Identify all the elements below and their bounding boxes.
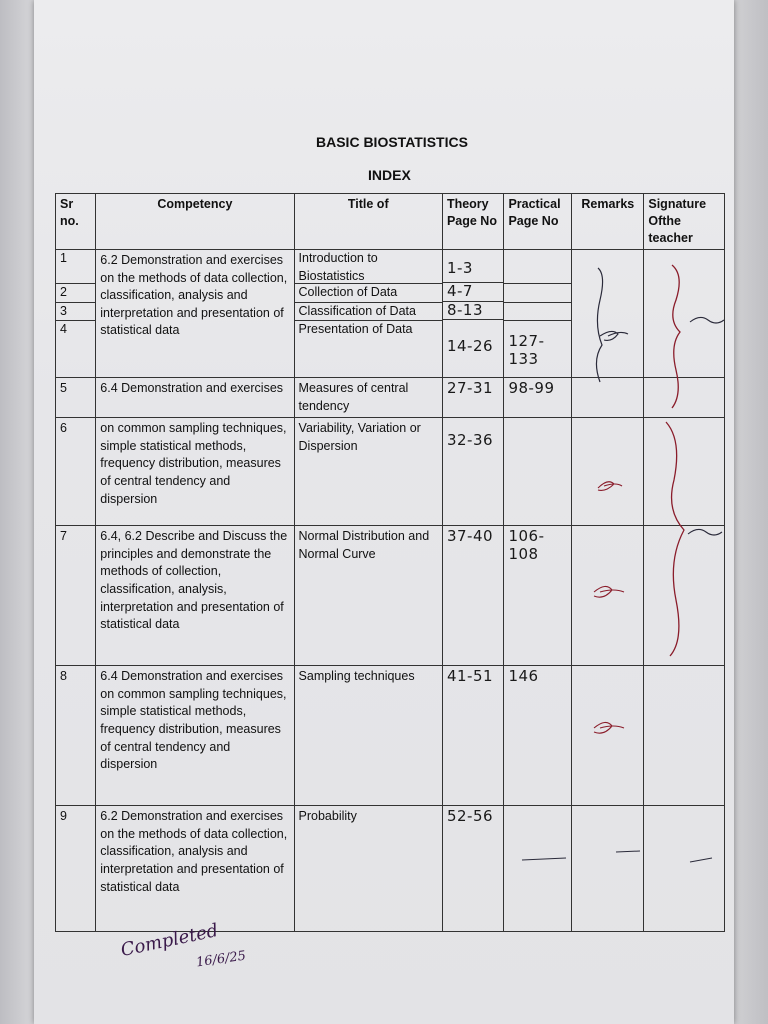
- remarks-cell: [572, 666, 644, 806]
- title-cell: Variability, Variation or Dispersion: [294, 418, 442, 526]
- signature-cell: [644, 666, 725, 806]
- header-remarks: Remarks: [572, 194, 644, 250]
- remarks-cell: [572, 806, 644, 932]
- sr-4: 4: [60, 322, 67, 337]
- header-competency: Competency: [96, 194, 294, 250]
- table-row: [56, 526, 725, 666]
- theory-3: 8-13: [443, 302, 503, 321]
- table-row-group-1-4: [56, 250, 725, 378]
- title-4: Presentation of Data: [298, 322, 413, 337]
- competency-cell: 6.4 Demonstration and exercises: [96, 378, 294, 418]
- sr-cell: 8: [56, 666, 96, 806]
- sr-cell: 9: [56, 806, 96, 932]
- title-cell: Probability: [294, 806, 442, 932]
- title-cell: Sampling techniques: [294, 666, 442, 806]
- title-1: Introduction to Biostatistics: [295, 250, 442, 284]
- practical-cell: 98-99: [504, 378, 572, 418]
- practical-3: [504, 303, 571, 322]
- header-sr: Sr no.: [56, 194, 96, 250]
- remarks-cell: [572, 250, 644, 378]
- document-subtitle: INDEX: [368, 167, 411, 183]
- completed-annotation: Completed: [118, 919, 221, 962]
- competency-cell: 6.2 Demonstration and exercises on the methods of data collection, classification, analysis and interpretation and presentation of statistical data: [96, 250, 294, 378]
- theory-cell: 32-36: [442, 418, 503, 526]
- header-title: Title of: [294, 194, 442, 250]
- remarks-cell: [572, 378, 644, 418]
- title-cell: Measures of central tendency: [294, 378, 442, 418]
- table-row: [56, 418, 725, 526]
- theory-4: 14-26: [446, 337, 494, 356]
- practical-cell: [504, 418, 572, 526]
- practical-4: 127-133: [508, 332, 545, 368]
- remarks-cell: [572, 526, 644, 666]
- competency-cell: on common sampling techniques, simple statistical methods, frequency distribution, measures of central tendency and dispersion: [96, 418, 294, 526]
- background-right: [734, 0, 768, 1024]
- title-cell: Normal Distribution and Normal Curve: [294, 526, 442, 666]
- remarks-cell: [572, 418, 644, 526]
- theory-cell: 37-40: [442, 526, 503, 666]
- table-row: [56, 378, 725, 418]
- header-practical: Practical Page No: [504, 194, 572, 250]
- sr-cell: 5: [56, 378, 96, 418]
- sr-2: 2: [56, 284, 95, 303]
- title-3: Classification of Data: [295, 303, 442, 322]
- sr-cell: 7: [56, 526, 96, 666]
- theory-2: 4-7: [443, 283, 503, 302]
- theory-1: 1-3: [443, 250, 503, 283]
- practical-cell-group: [504, 250, 572, 378]
- practical-cell: 106-108: [504, 526, 572, 666]
- competency-cell: 6.4 Demonstration and exercises on common sampling techniques, simple statistical methods, frequency distribution, measures of central tendency and dispersion: [96, 666, 294, 806]
- index-table: [55, 193, 725, 932]
- completed-date: 16/6/25: [195, 948, 247, 971]
- header-row: [56, 194, 725, 250]
- theory-cell: 41-51: [442, 666, 503, 806]
- competency-cell: 6.4, 6.2 Describe and Discuss the principles and demonstrate the methods of collection, classification, analysis, interpretation and presentation of statistical data: [96, 526, 294, 666]
- sr-cell: 6: [56, 418, 96, 526]
- header-signature: Signature Ofthe teacher: [644, 194, 725, 250]
- table-row: [56, 806, 725, 932]
- table-row: [56, 666, 725, 806]
- sr-3: 3: [56, 303, 95, 322]
- title-2: Collection of Data: [295, 284, 442, 303]
- signature-cell: [644, 806, 725, 932]
- document-title: BASIC BIOSTATISTICS: [316, 134, 468, 150]
- signature-cell: [644, 526, 725, 666]
- signature-cell: [644, 378, 725, 418]
- practical-2: [504, 284, 571, 303]
- sr-cell-group: [56, 250, 96, 378]
- theory-cell: 27-31: [442, 378, 503, 418]
- signature-cell: [644, 250, 725, 378]
- signature-cell: [644, 418, 725, 526]
- theory-cell: 52-56: [442, 806, 503, 932]
- header-theory: Theory Page No: [442, 194, 503, 250]
- practical-cell: 146: [504, 666, 572, 806]
- practical-cell: [504, 806, 572, 932]
- background-left: [0, 0, 34, 1024]
- competency-cell: 6.2 Demonstration and exercises on the methods of data collection, classification, analysis and interpretation and presentation of statistical data: [96, 806, 294, 932]
- practical-1: [504, 250, 571, 284]
- title-cell-group: [294, 250, 442, 378]
- theory-cell-group: [442, 250, 503, 378]
- sr-1: 1: [56, 250, 95, 284]
